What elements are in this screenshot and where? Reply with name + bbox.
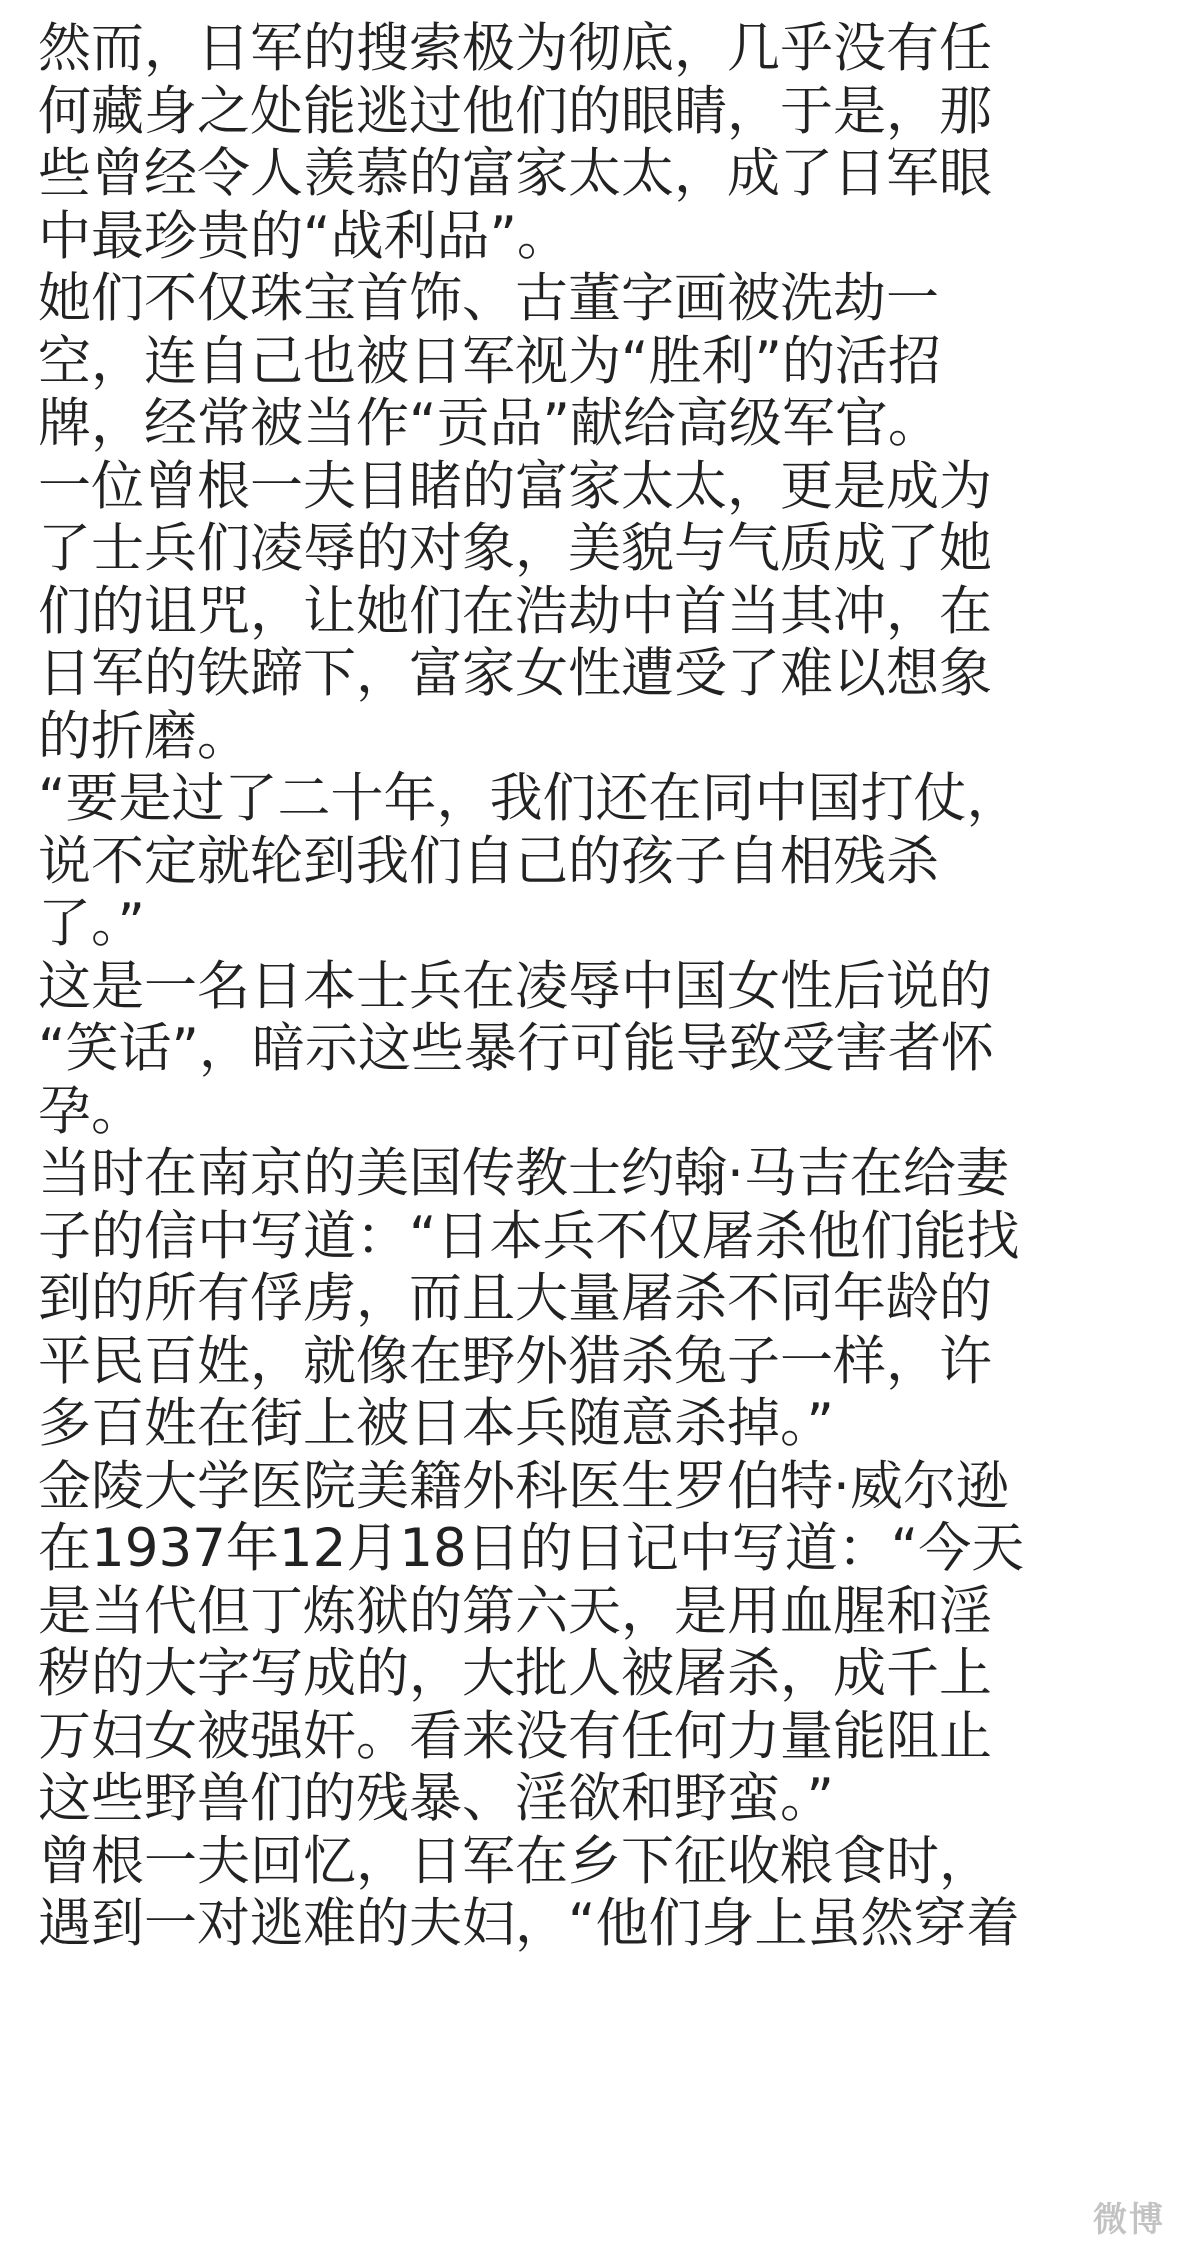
text-line: 孕。 xyxy=(38,1080,144,1142)
text-line: 些曾经令人羡慕的富家太太，成了日军眼 xyxy=(38,143,992,204)
text-line: 秽的大字写成的，大批人被屠杀，成千上 xyxy=(38,1643,992,1704)
text-line: 是当代但丁炼狱的第六天，是用血腥和淫 xyxy=(38,1580,992,1642)
text-line: 多百姓在街上被日本兵随意杀掉。” xyxy=(38,1393,834,1454)
text-line: 然而，日军的搜索极为彻底，几乎没有任 xyxy=(38,18,992,79)
text-line: “要是过了二十年，我们还在同中国打仗， xyxy=(38,768,1020,829)
text-line: 这些野兽们的残暴、淫欲和野蛮。” xyxy=(38,1768,834,1829)
text-line: 了。” xyxy=(38,893,145,954)
text-line: 在1937年12月18日的日记中写道：“今天 xyxy=(38,1518,1025,1579)
text-line: 空，连自己也被日军视为“胜利”的活招 xyxy=(38,330,941,392)
text-line: 们的诅咒，让她们在浩劫中首当其冲，在 xyxy=(38,580,992,642)
text-line: 遇到一对逃难的夫妇，“他们身上虽然穿着 xyxy=(38,1893,1020,1954)
text-line: 她们不仅珠宝首饰、古董字画被洗劫一 xyxy=(38,268,939,329)
text-line: 到的所有俘虏，而且大量屠杀不同年龄的 xyxy=(38,1268,992,1329)
text-line: 一位曾根一夫目睹的富家太太，更是成为 xyxy=(38,455,992,517)
article-body xyxy=(38,18,1178,1956)
watermark xyxy=(1079,2188,1183,2244)
text-line: 万妇女被强奸。看来没有任何力量能阻止 xyxy=(38,1705,992,1767)
text-line: 了士兵们凌辱的对象，美貌与气质成了她 xyxy=(38,518,992,579)
text-line: 的折磨。 xyxy=(38,705,250,767)
text-line: 子的信中写道：“日本兵不仅屠杀他们能找 xyxy=(38,1205,1020,1267)
watermark-text: 微博 xyxy=(1093,2199,1165,2240)
text-line: 何藏身之处能逃过他们的眼睛，于是，那 xyxy=(38,80,992,142)
text-line: 日军的铁蹄下，富家女性遭受了难以想象 xyxy=(38,643,992,704)
text-line: 平民百姓，就像在野外猎杀兔子一样，许 xyxy=(38,1330,992,1392)
text-line: “笑话”，暗示这些暴行可能导致受害者怀 xyxy=(38,1018,994,1079)
text-line: 曾根一夫回忆，日军在乡下征收粮食时， xyxy=(38,1830,992,1892)
text-line: 说不定就轮到我们自己的孩子自相残杀 xyxy=(38,830,939,892)
text-line: 这是一名日本士兵在凌辱中国女性后说的 xyxy=(38,955,992,1017)
text-line: 牌，经常被当作“贡品”献给高级军官。 xyxy=(38,393,941,454)
text-line: 中最珍贵的“战利品”。 xyxy=(38,205,570,267)
text-line: 金陵大学医院美籍外科医生罗伯特·威尔逊 xyxy=(38,1455,1009,1517)
text-line: 当时在南京的美国传教士约翰·马吉在给妻 xyxy=(38,1143,1009,1204)
